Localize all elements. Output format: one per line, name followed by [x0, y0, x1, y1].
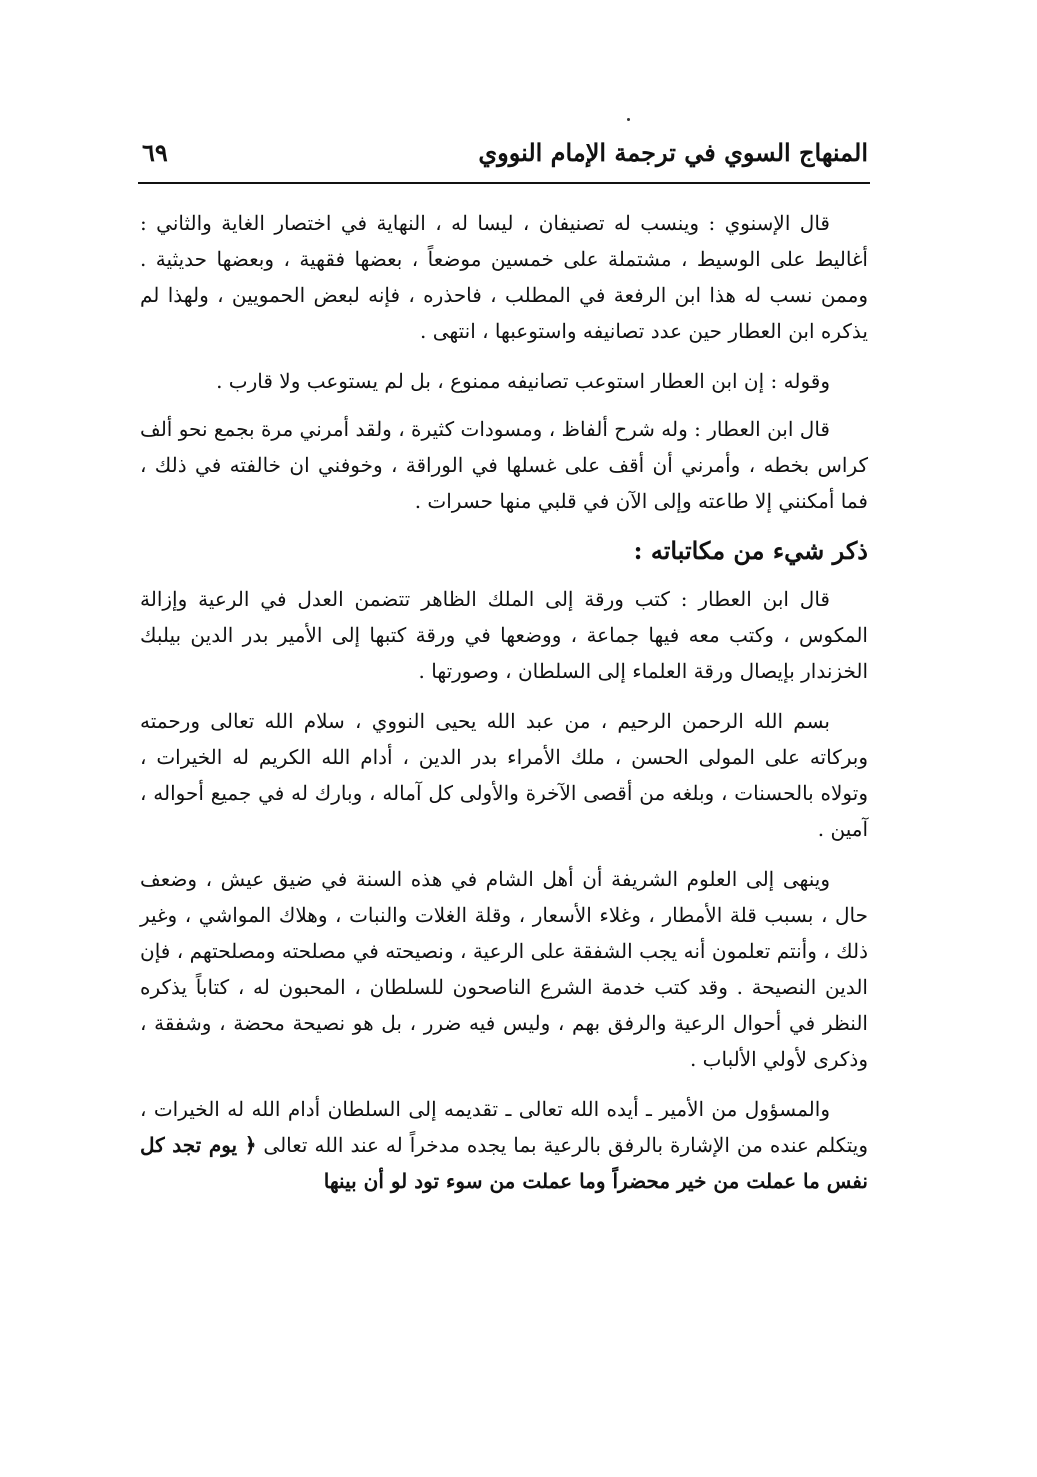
paragraph-comment: وقوله : إن ابن العطار استوعب تصانيفه ممنوع ، بل لم يستوعب ولا قارب . [216, 369, 830, 393]
paragraph-petition: وينهى إلى العلوم الشريفة أن أهل الشام في هذه السنة في ضيق عيش ، وضعف حال ، بسبب قلة الأمطار ، وغلاء الأسعار ، وقلة الغلات والنبات ، وهلاك المواشي ، وغير ذلك ، وأنتم تعلمون أنه يجب الشفقة على الرعية ، ونصيحته في مصلحته ومصلحتهم ، فإن الدين النصيحة . وقد كتب خدمة الشرع الناصحون للسلطان ، المحبون له ، كتاباً يذكره النظر في أحوال الرعية والرفق بهم ، وليس فيه ضرر ، بل هو نصيحة محضة ، وشفقة ، وذكرى لأولي الألباب . [140, 867, 868, 1071]
section-heading: ذكر شيء من مكاتباته : [633, 536, 868, 565]
paragraph-basmala: بسم الله الرحمن الرحيم ، من عبد الله يحيى النووي ، سلام الله تعالى ورحمته وبركاته على المولى الحسن ، ملك الأمراء بدر الدين ، أدام الله الكريم له الخيرات ، وتولاه بالحسنات ، وبلغه من أقصى الآخرة والأولى كل آماله ، وبارك له في جميع أحواله ، آمين . [140, 709, 868, 841]
paragraph-isnawi: قال الإسنوي : وينسب له تصنيفان ، ليسا له ، النهاية في اختصار الغاية والثاني : أغاليط على الوسيط ، مشتملة على خمسين موضعاً ، بعضها فقهية ، وبعضها حديثية . وممن نسب له هذا ابن الرفعة في المطلب ، فاحذره ، فإنه لبعض الحمويين ، ولهذا لم يذكره ابن العطار حين عدد تصانيفه واستوعبها ، انتهى . [140, 211, 868, 343]
paragraph-letter-intro: قال ابن العطار : كتب ورقة إلى الملك الظاهر تتضمن العدل في الرعية وإزالة المكوس ، وكتب معه فيها جماعة ، ووضعها في ورقة كتبها إلى الأمير بدر الدين بيلبك الخزندار بإيصال ورقة العلماء إلى السلطان ، وصورتها . [140, 587, 868, 683]
paragraph-ibn-attar-writings: قال ابن العطار : وله شرح ألفاظ ، ومسودات كثيرة ، ولقد أمرني مرة بجمع نحو ألف كراس بخطه ، وأمرني أن أقف على غسلها في الوراقة ، وخوفني ان خالفته في ذلك ، فما أمكنني إلا طاعته وإلى الآن في قلبي منها حسرات . [140, 417, 868, 513]
page-number: ٦٩ [142, 138, 168, 167]
scan-speck [627, 118, 630, 121]
header-divider [138, 182, 870, 184]
body-text [140, 205, 868, 1211]
quran-verse: ﴿ يوم تجد كل نفس ما عملت من خير محضراً وما عملت من سوء تود لو أن بينها [140, 1133, 868, 1193]
running-title: المنهاج السوي في ترجمة الإمام النووي [478, 138, 868, 167]
paragraph-request [140, 1091, 868, 1199]
request-text: والمسؤول من الأمير ـ أيده الله تعالى ـ تقديمه إلى السلطان أدام الله له الخيرات ، ويتكلم عنده من الإشارة بالرفق بالرعية بما يجده مدخراً له عند الله تعالى [140, 1097, 869, 1157]
page-header [140, 138, 868, 178]
